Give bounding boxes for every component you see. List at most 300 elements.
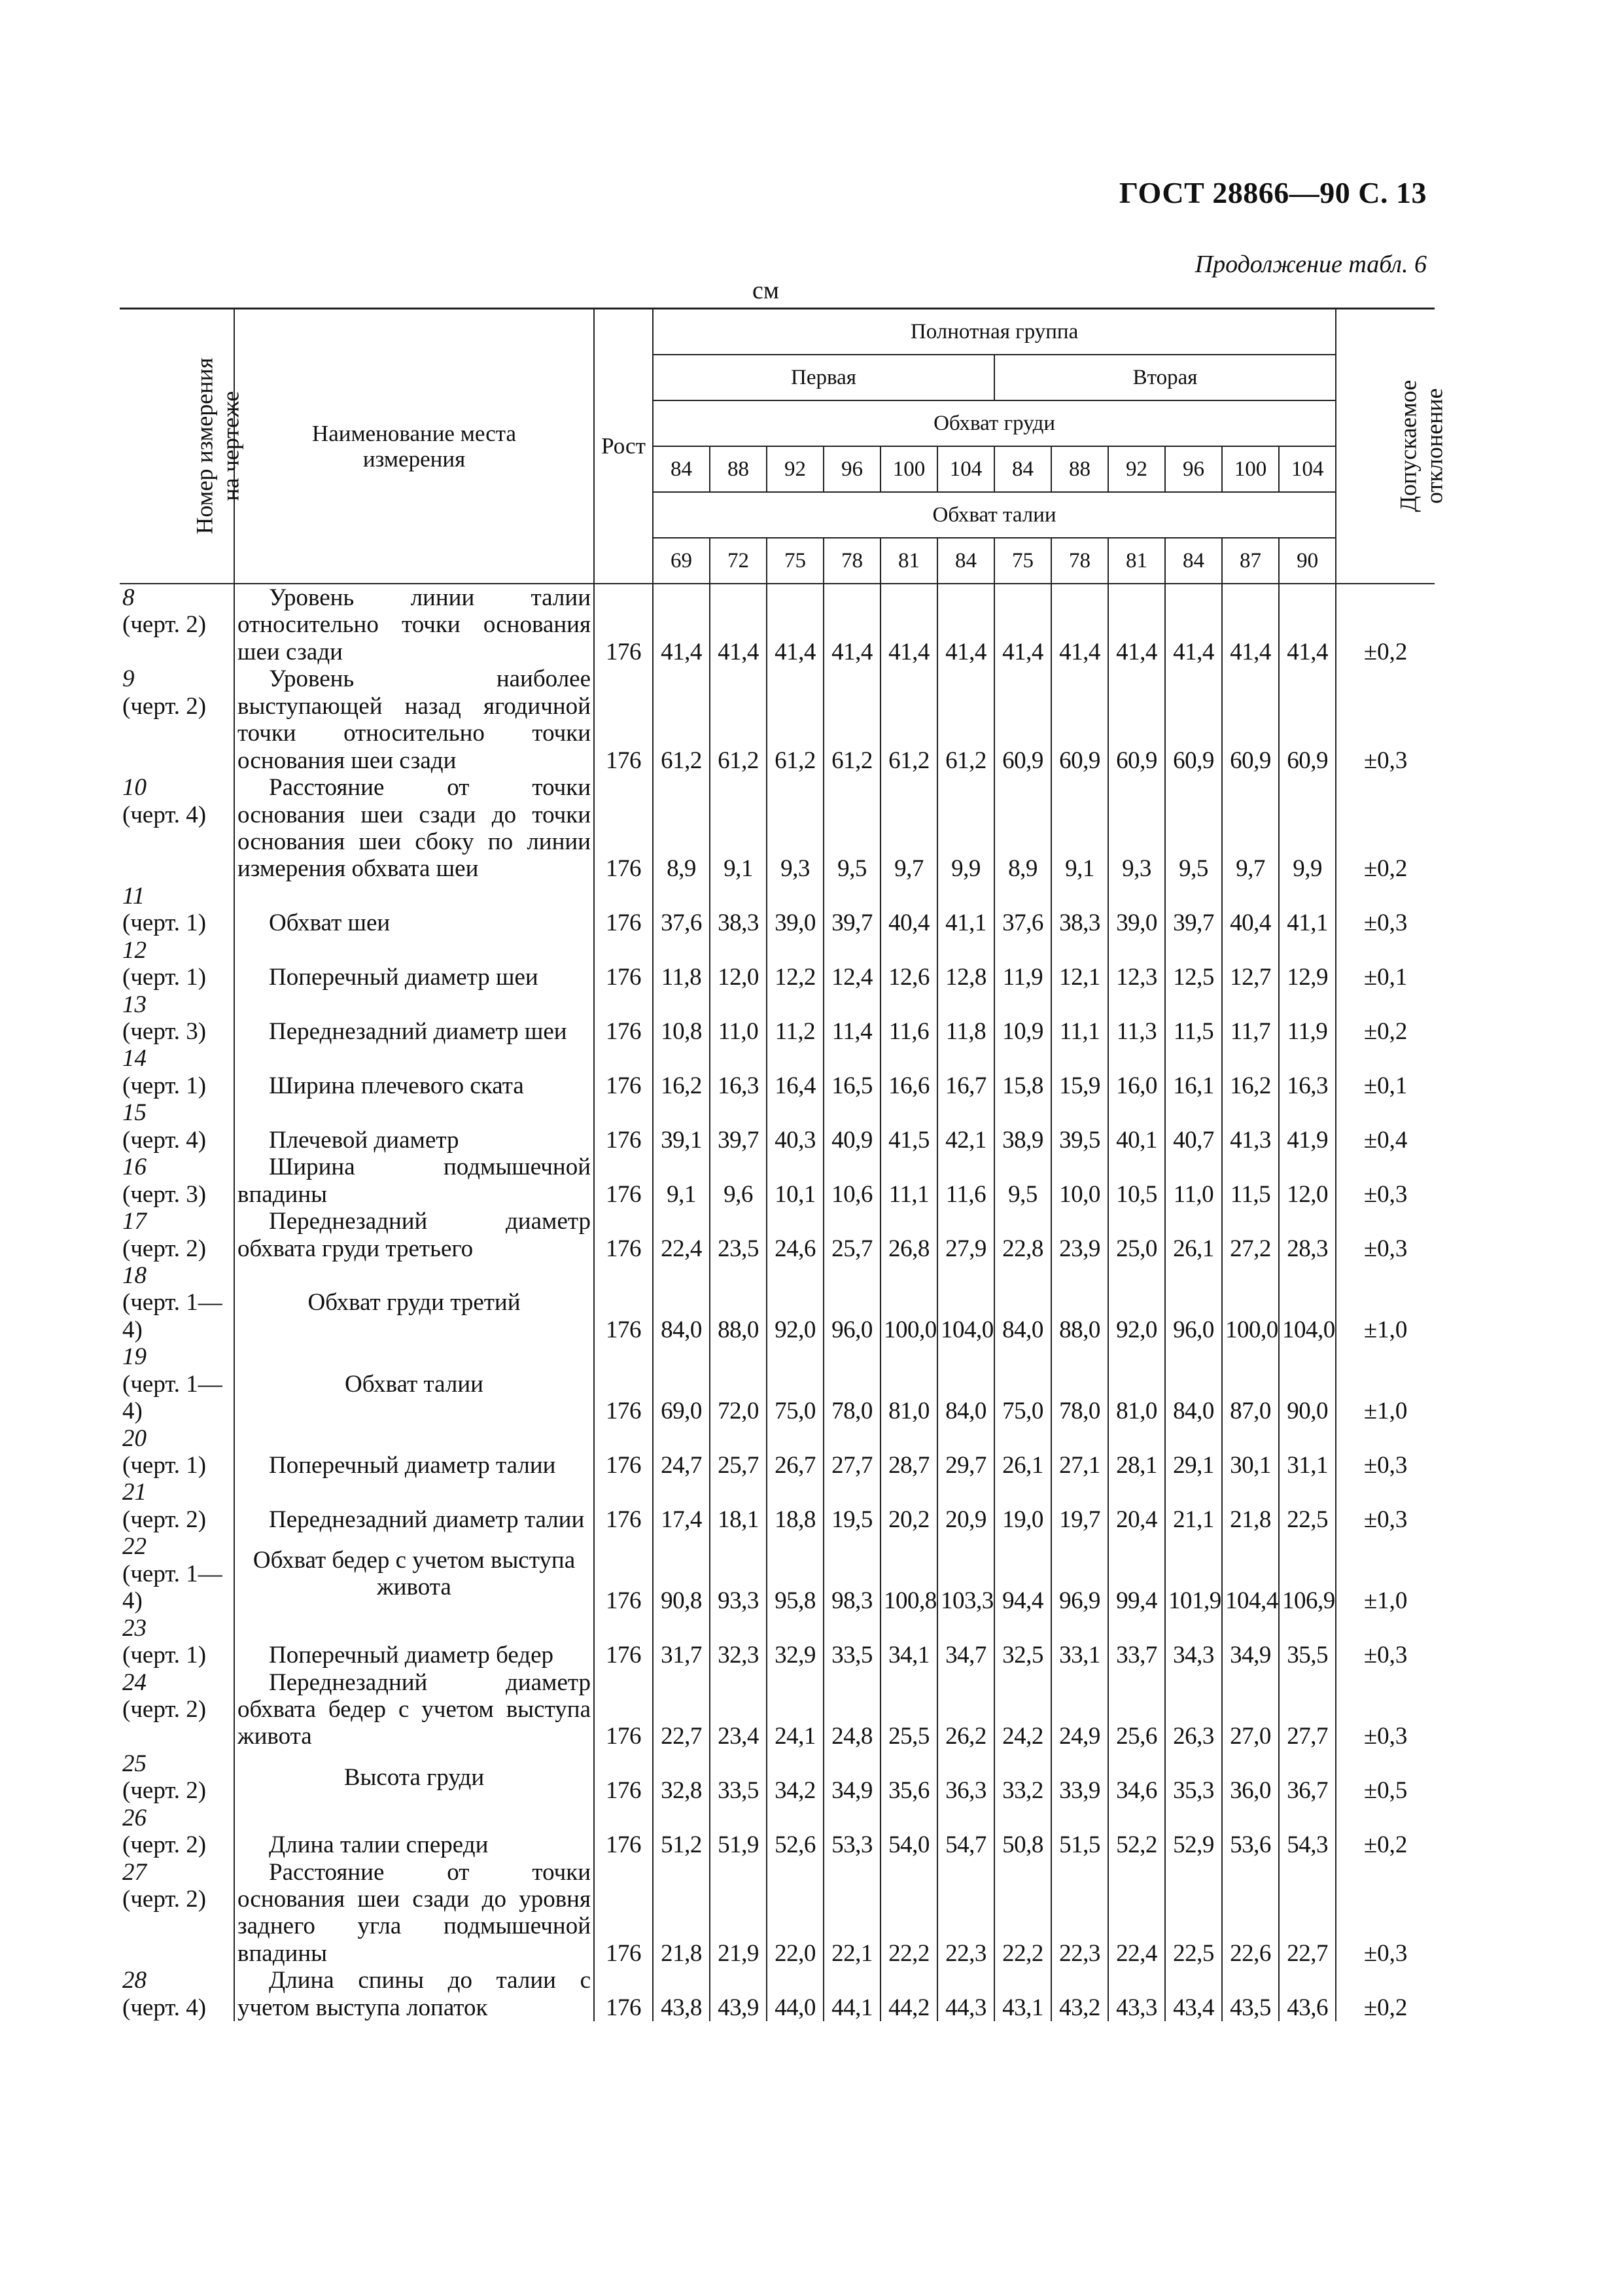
measurement-value: 22,0 [767,1859,824,1968]
measurement-value: 40,7 [1165,1099,1222,1154]
measurement-value: 27,1 [1051,1425,1108,1479]
measurement-value: 24,9 [1051,1669,1108,1750]
height-value: 176 [594,883,653,937]
measurement-value: 31,7 [653,1615,710,1669]
height-value: 176 [594,1045,653,1099]
measurement-value: 11,4 [824,991,881,1046]
measurement-value: 22,4 [1108,1859,1165,1968]
measurement-value: 11,0 [1165,1154,1222,1208]
measurement-value: 37,6 [653,883,710,937]
height-value: 176 [594,937,653,991]
measurement-value: 75,0 [767,1343,824,1424]
measurement-number-cell [120,883,234,937]
measurement-value: 34,6 [1108,1750,1165,1805]
table-row [120,665,1435,774]
measurement-value: 43,4 [1165,1967,1222,2021]
measurement-value: 39,0 [1108,883,1165,937]
height-value: 176 [594,1615,653,1669]
measurement-value: 43,6 [1279,1967,1336,2021]
measurement-value: 9,9 [1279,774,1336,883]
drawing-reference: (черт. 2) [122,1695,207,1723]
measurement-value: 41,3 [1222,1099,1279,1154]
measurement-value: 24,7 [653,1425,710,1479]
measurement-value: 43,1 [994,1967,1051,2021]
measurement-value: 42,1 [937,1099,994,1154]
measurement-value: 10,8 [653,991,710,1046]
measurement-number-cell [120,1859,234,1968]
measurement-number-cell [120,1099,234,1154]
measurement-value: 24,2 [994,1669,1051,1750]
measurement-value: 11,9 [994,937,1051,991]
measurement-value: 35,5 [1279,1615,1336,1669]
measurement-name: Расстояние от точки основания шеи сзади до уровня заднего угла подмышечной впадины [234,1859,594,1968]
measurement-number: 8 [122,584,135,611]
measurement-value: 12,6 [881,937,937,991]
measurement-value: 26,8 [881,1208,937,1262]
measurement-value: 60,9 [1165,665,1222,774]
tolerance-value: ±0,2 [1336,991,1435,1046]
measurement-value: 15,9 [1051,1045,1108,1099]
measurement-value: 93,3 [710,1533,767,1614]
measurement-value: 104,0 [1279,1262,1336,1343]
measurement-value: 54,0 [881,1805,937,1859]
measurement-value: 41,4 [881,584,937,665]
measurement-value: 81,0 [1108,1343,1165,1424]
waist-value-header-4: 81 [881,538,937,584]
measurement-value: 41,4 [1051,584,1108,665]
measurement-value: 41,9 [1279,1099,1336,1154]
measurement-number: 28 [122,1967,147,1994]
group-first-header: Первая [653,355,994,400]
measurement-value: 41,4 [1279,584,1336,665]
measurement-value: 87,0 [1222,1343,1279,1424]
measurement-value: 39,0 [767,883,824,937]
tolerance-value: ±0,2 [1336,1967,1435,2021]
measurement-value: 9,5 [1165,774,1222,883]
measurement-value: 52,6 [767,1805,824,1859]
measurement-number: 14 [122,1045,147,1072]
measurement-value: 9,5 [824,774,881,883]
measurement-name: Обхват талии [234,1343,594,1424]
measurement-value: 20,4 [1108,1479,1165,1533]
table-row [120,1425,1435,1479]
measurement-value: 90,8 [653,1533,710,1614]
measurement-value: 33,5 [710,1750,767,1805]
measurement-value: 27,9 [937,1208,994,1262]
measurement-value: 12,1 [1051,937,1108,991]
measurement-name: Длина талии спереди [234,1805,594,1859]
measurement-value: 61,2 [881,665,937,774]
measurement-value: 22,8 [994,1208,1051,1262]
measurement-number-cell [120,1208,234,1262]
measurement-value: 40,4 [1222,883,1279,937]
chest-value-header-1: 88 [710,446,767,492]
measurement-value: 51,2 [653,1805,710,1859]
measurement-value: 22,3 [1051,1859,1108,1968]
measurement-value: 41,4 [767,584,824,665]
measurement-value: 26,1 [994,1425,1051,1479]
measurement-value: 40,1 [1108,1099,1165,1154]
measurement-name: Переднезадний диаметр обхвата бедер с учетом выступа живота [234,1669,594,1750]
waist-value-header-6: 75 [994,538,1051,584]
measurement-number-cell [120,1533,234,1614]
measurement-value: 44,2 [881,1967,937,2021]
measurement-value: 9,1 [1051,774,1108,883]
table-row [120,991,1435,1046]
tolerance-value: ±1,0 [1336,1343,1435,1424]
measurement-value: 22,5 [1165,1859,1222,1968]
chest-value-header-8: 92 [1108,446,1165,492]
measurement-value: 11,8 [653,937,710,991]
measurement-value: 19,0 [994,1479,1051,1533]
measurement-value: 41,4 [994,584,1051,665]
measurement-value: 98,3 [824,1533,881,1614]
measurement-value: 10,6 [824,1154,881,1208]
height-value: 176 [594,1262,653,1343]
measurement-number-cell [120,1615,234,1669]
measurement-value: 34,7 [937,1615,994,1669]
table-row [120,584,1435,665]
measurement-value: 39,1 [653,1099,710,1154]
measurement-value: 22,3 [937,1859,994,1968]
measurement-value: 51,5 [1051,1805,1108,1859]
table-header [120,309,1448,584]
measurement-value: 9,6 [710,1154,767,1208]
measurement-value: 32,5 [994,1615,1051,1669]
col-name-header: Наименование места измерения [234,309,594,584]
measurement-name: Переднезадний диаметр талии [234,1479,594,1533]
tolerance-value: ±0,3 [1336,1425,1435,1479]
measurement-number-cell [120,1045,234,1099]
measurement-value: 20,2 [881,1479,937,1533]
measurement-number: 16 [122,1154,147,1181]
measurement-value: 22,1 [824,1859,881,1968]
measurement-value: 11,8 [937,991,994,1046]
height-value: 176 [594,1343,653,1424]
measurement-value: 53,6 [1222,1805,1279,1859]
measurement-value: 29,7 [937,1425,994,1479]
measurement-value: 22,7 [1279,1859,1336,1968]
measurement-value: 24,8 [824,1669,881,1750]
measurement-number-cell [120,1805,234,1859]
measurement-value: 39,5 [1051,1099,1108,1154]
measurement-value: 21,8 [653,1859,710,1968]
measurement-value: 12,5 [1165,937,1222,991]
measurement-value: 28,1 [1108,1425,1165,1479]
measurement-value: 9,3 [1108,774,1165,883]
measurement-number: 12 [122,936,147,964]
drawing-reference: (черт. 1) [122,1452,207,1479]
measurement-name: Поперечный диаметр талии [234,1425,594,1479]
measurement-value: 11,1 [881,1154,937,1208]
measurement-name: Ширина подмышечной впадины [234,1154,594,1208]
measurement-value: 22,4 [653,1208,710,1262]
measurement-value: 26,3 [1165,1669,1222,1750]
measurement-value: 40,9 [824,1099,881,1154]
measurement-value: 60,9 [1051,665,1108,774]
measurement-value: 94,4 [994,1533,1051,1614]
table-body [120,584,1435,2021]
measurement-value: 41,4 [1222,584,1279,665]
measurement-value: 34,2 [767,1750,824,1805]
measurement-value: 11,7 [1222,991,1279,1046]
chest-value-header-5: 104 [937,446,994,492]
measurement-number: 19 [122,1343,147,1371]
tolerance-value: ±0,5 [1336,1750,1435,1805]
waist-value-header-7: 78 [1051,538,1108,584]
measurement-value: 9,1 [710,774,767,883]
measurement-value: 92,0 [1108,1262,1165,1343]
drawing-reference: (черт. 2) [122,1831,207,1859]
table-row [120,1615,1435,1669]
measurement-number-cell [120,1425,234,1479]
measurement-number: 18 [122,1262,147,1289]
measurement-value: 25,7 [824,1208,881,1262]
measurement-value: 41,4 [937,584,994,665]
measurement-value: 11,6 [937,1154,994,1208]
measurement-value: 84,0 [994,1262,1051,1343]
measurement-value: 9,3 [767,774,824,883]
table-row [120,1805,1435,1859]
measurement-value: 43,9 [710,1967,767,2021]
measurement-number: 15 [122,1099,147,1127]
group-second-header: Вторая [994,355,1336,400]
measurement-value: 38,3 [710,883,767,937]
waist-value-header-1: 72 [710,538,767,584]
drawing-reference: (черт. 2) [122,1235,207,1262]
chest-value-header-0: 84 [653,446,710,492]
measurement-value: 34,3 [1165,1615,1222,1669]
measurement-number: 25 [122,1750,147,1777]
measurement-value: 44,1 [824,1967,881,2021]
measurement-name: Уровень наиболее выступающей назад ягодичной точки относительно точки основания шеи сзади [234,665,594,774]
measurement-name: Поперечный диаметр шеи [234,937,594,991]
measurement-number-cell [120,1262,234,1343]
measurement-value: 16,1 [1165,1045,1222,1099]
measurement-name: Обхват шеи [234,883,594,937]
measurement-value: 41,1 [937,883,994,937]
drawing-reference: (черт. 2) [122,1886,207,1913]
measurement-value: 23,5 [710,1208,767,1262]
table-row [120,1208,1435,1262]
measurement-value: 61,2 [937,665,994,774]
waist-value-header-2: 75 [767,538,824,584]
waist-value-header-8: 81 [1108,538,1165,584]
measurement-value: 33,9 [1051,1750,1108,1805]
measurement-value: 12,4 [824,937,881,991]
measurement-value: 100,0 [1222,1262,1279,1343]
chest-label-header: Обхват груди [653,400,1336,446]
drawing-reference: (черт. 2) [122,692,207,720]
drawing-reference: (черт. 3) [122,1180,207,1208]
drawing-reference: (черт. 1) [122,1642,207,1669]
measurement-number-cell [120,1479,234,1533]
measurement-value: 96,0 [824,1262,881,1343]
measurement-value: 34,1 [881,1615,937,1669]
measurement-value: 40,4 [881,883,937,937]
measurement-value: 78,0 [824,1343,881,1424]
measurement-value: 9,7 [881,774,937,883]
chest-value-header-10: 100 [1222,446,1279,492]
measurement-value: 39,7 [710,1099,767,1154]
measurement-value: 84,0 [653,1262,710,1343]
measurement-name: Поперечный диаметр бедер [234,1615,594,1669]
measurement-value: 32,8 [653,1750,710,1805]
waist-value-header-9: 84 [1165,538,1222,584]
measurement-value: 100,0 [881,1262,937,1343]
measurement-value: 22,7 [653,1669,710,1750]
measurement-value: 23,4 [710,1669,767,1750]
measurement-value: 106,9 [1279,1533,1336,1614]
measurement-value: 60,9 [1279,665,1336,774]
measurement-value: 21,1 [1165,1479,1222,1533]
measurement-value: 26,7 [767,1425,824,1479]
measurement-name: Обхват бедер с учетом выступа живота [234,1533,594,1614]
measurement-value: 72,0 [710,1343,767,1424]
measurement-number: 26 [122,1804,147,1831]
measurement-number: 11 [122,882,145,910]
chest-value-header-6: 84 [994,446,1051,492]
measurement-number-cell [120,584,234,665]
measurement-number: 21 [122,1479,147,1506]
drawing-reference: (черт. 1) [122,964,207,991]
measurement-value: 10,0 [1051,1154,1108,1208]
measurement-table [120,308,1448,2021]
measurement-name: Переднезадний диаметр шеи [234,991,594,1046]
measurement-name: Длина спины до талии с учетом выступа лопаток [234,1967,594,2021]
measurement-value: 36,7 [1279,1750,1336,1805]
measurement-value: 43,3 [1108,1967,1165,2021]
measurement-number: 17 [122,1208,147,1235]
measurement-value: 88,0 [710,1262,767,1343]
measurement-value: 54,3 [1279,1805,1336,1859]
measurement-value: 12,9 [1279,937,1336,991]
measurement-value: 22,2 [994,1859,1051,1968]
measurement-value: 28,7 [881,1425,937,1479]
measurement-value: 60,9 [994,665,1051,774]
measurement-number: 13 [122,991,147,1018]
table-row [120,1750,1435,1805]
measurement-value: 40,3 [767,1099,824,1154]
measurement-value: 69,0 [653,1343,710,1424]
height-value: 176 [594,584,653,665]
measurement-name: Плечевой диаметр [234,1099,594,1154]
measurement-value: 53,3 [824,1805,881,1859]
height-value: 176 [594,774,653,883]
tolerance-value: ±0,2 [1336,1805,1435,1859]
measurement-value: 61,2 [824,665,881,774]
measurement-number-cell [120,937,234,991]
measurement-number: 23 [122,1614,147,1642]
measurement-value: 43,2 [1051,1967,1108,2021]
measurement-value: 16,6 [881,1045,937,1099]
height-value: 176 [594,1099,653,1154]
measurement-value: 11,6 [881,991,937,1046]
waist-label-header: Обхват талии [653,492,1336,538]
table-row [120,774,1435,883]
measurement-value: 33,5 [824,1615,881,1669]
waist-value-header-11: 90 [1279,538,1336,584]
measurement-name: Переднезадний диаметр обхвата груди третьего [234,1208,594,1262]
drawing-reference: (черт. 4) [122,1994,207,2021]
tolerance-value: ±0,3 [1336,665,1435,774]
chest-value-header-7: 88 [1051,446,1108,492]
measurement-value: 9,5 [994,1154,1051,1208]
measurement-name: Уровень линии талии относительно точки основания шеи сзади [234,584,594,665]
measurement-value: 50,8 [994,1805,1051,1859]
measurement-value: 43,8 [653,1967,710,2021]
measurement-name: Обхват груди третий [234,1262,594,1343]
measurement-value: 18,1 [710,1479,767,1533]
measurement-value: 12,3 [1108,937,1165,991]
measurement-value: 27,7 [824,1425,881,1479]
measurement-value: 10,5 [1108,1154,1165,1208]
measurement-value: 16,2 [1222,1045,1279,1099]
measurement-value: 39,7 [824,883,881,937]
measurement-value: 16,4 [767,1045,824,1099]
height-value: 176 [594,1208,653,1262]
measurement-value: 99,4 [1108,1533,1165,1614]
table-row [120,1045,1435,1099]
measurement-number: 24 [122,1669,147,1696]
drawing-reference: (черт. 2) [122,611,207,639]
measurement-value: 29,1 [1165,1425,1222,1479]
drawing-reference: (черт. 2) [122,1777,207,1805]
height-value: 176 [594,1425,653,1479]
waist-value-header-5: 84 [937,538,994,584]
table-row [120,1099,1435,1154]
col-tolerance-header: Допускаемое отклонение [1336,309,1435,584]
measurement-value: 84,0 [937,1343,994,1424]
measurement-value: 44,0 [767,1967,824,2021]
measurement-value: 33,2 [994,1750,1051,1805]
chest-value-header-3: 96 [824,446,881,492]
measurement-value: 19,7 [1051,1479,1108,1533]
measurement-number-cell [120,1343,234,1424]
measurement-value: 21,9 [710,1859,767,1968]
height-value: 176 [594,1669,653,1750]
table-row [120,1967,1435,2021]
measurement-value: 24,6 [767,1208,824,1262]
measurement-value: 27,0 [1222,1669,1279,1750]
measurement-value: 12,0 [710,937,767,991]
measurement-value: 15,8 [994,1045,1051,1099]
drawing-reference: (черт. 1) [122,1072,207,1099]
drawing-reference: (черт. 4) [122,801,207,828]
measurement-value: 25,0 [1108,1208,1165,1262]
measurement-value: 41,4 [653,584,710,665]
measurement-value: 34,9 [1222,1615,1279,1669]
measurement-value: 104,4 [1222,1533,1279,1614]
measurement-value: 37,6 [994,883,1051,937]
measurement-value: 38,9 [994,1099,1051,1154]
measurement-value: 11,5 [1222,1154,1279,1208]
measurement-value: 31,1 [1279,1425,1336,1479]
table-row [120,1859,1435,1968]
measurement-value: 90,0 [1279,1343,1336,1424]
tolerance-value: ±0,3 [1336,883,1435,937]
measurement-value: 27,7 [1279,1669,1336,1750]
measurement-value: 22,2 [881,1859,937,1968]
measurement-value: 41,4 [1108,584,1165,665]
height-value: 176 [594,1859,653,1968]
measurement-value: 61,2 [767,665,824,774]
measurement-value: 61,2 [710,665,767,774]
drawing-reference: (черт. 1—4) [122,1289,222,1343]
measurement-value: 81,0 [881,1343,937,1424]
measurement-value: 10,9 [994,991,1051,1046]
page-header-title: ГОСТ 28866—90 С. 13 [1119,176,1427,209]
